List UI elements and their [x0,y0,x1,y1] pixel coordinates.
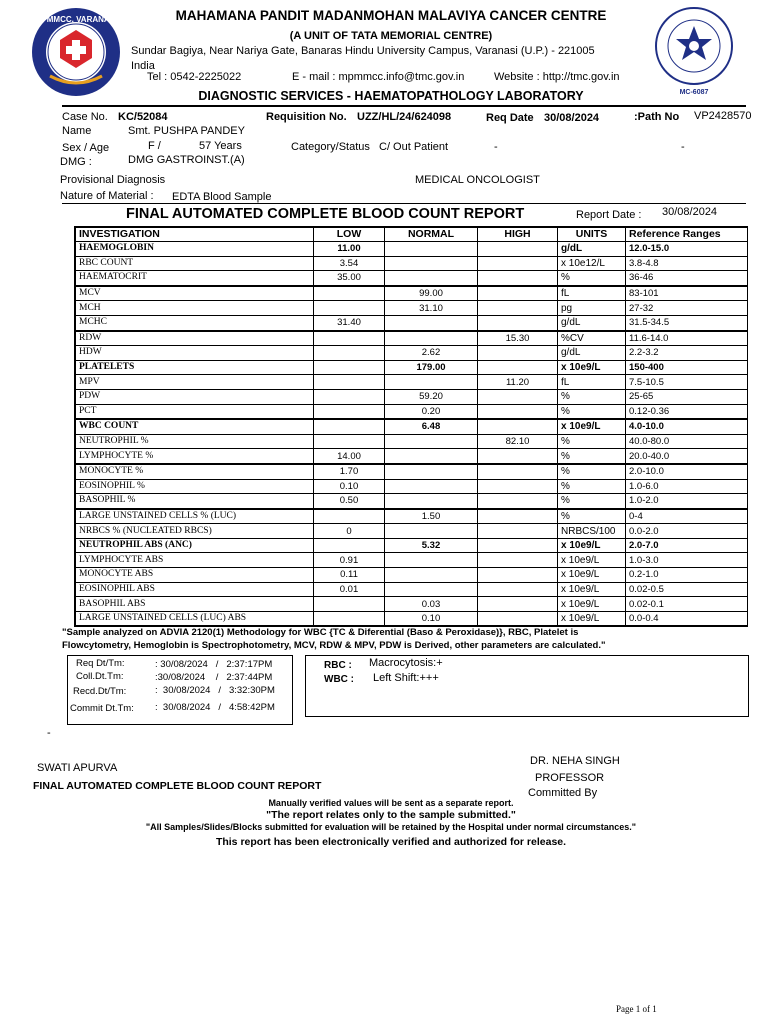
low-cell [314,611,385,626]
table-row [76,538,748,553]
doctor-designation: PROFESSOR [535,772,605,784]
normal-cell [385,553,478,568]
high-cell: 11.20 [478,375,558,390]
high-cell [478,256,558,271]
reference-cell: 3.8-4.8 [626,256,748,271]
unit-cell: %CV [558,331,626,346]
table-row [76,242,748,257]
reference-cell: 4.0-10.0 [626,419,748,434]
investigation-cell: LARGE UNSTAINED CELLS % (LUC) [76,509,314,524]
commit-dt-label: Commit Dt.Tm: [70,703,134,714]
req-date-label: Req Date [486,112,534,124]
high-cell [478,597,558,612]
report-title: FINAL AUTOMATED COMPLETE BLOOD COUNT REPORT [126,206,525,222]
low-cell [314,404,385,419]
table-row [76,360,748,375]
table-row [76,419,748,434]
table-row [76,597,748,612]
investigation-cell: MCV [76,286,314,301]
commit-dt-time: 4:58:42PM [228,702,275,713]
unit-cell: % [558,271,626,286]
low-cell [314,509,385,524]
investigation-cell: NEUTROPHIL % [76,434,314,449]
reference-cell: 2.2-3.2 [626,346,748,361]
coll-dt-value: :30/08/2024 / 2:37:44PM [155,672,273,683]
investigation-cell: PDW [76,389,314,404]
high-cell [478,582,558,597]
high-cell [478,286,558,301]
recd-dt-value: : 30/08/2024 / 3:32:30PM [155,685,275,696]
website: Website : http://tmc.gov.in [494,71,620,83]
low-cell [314,434,385,449]
table-row [76,271,748,286]
case-no-label: Case No. [62,111,108,123]
unit-cell: x 10e9/L [558,611,626,626]
unit-cell: x 10e9/L [558,553,626,568]
reference-cell: 0.0-0.4 [626,611,748,626]
reference-cell: 11.6-14.0 [626,331,748,346]
footer-report-name: FINAL AUTOMATED COMPLETE BLOOD COUNT REPORT [33,780,322,792]
table-row [76,479,748,494]
table-row [76,404,748,419]
normal-cell [385,271,478,286]
reference-cell: 2.0-10.0 [626,464,748,479]
high-cell [478,611,558,626]
investigation-cell: MONOCYTE ABS [76,568,314,583]
table-row [76,568,748,583]
reference-cell: 1.0-6.0 [626,479,748,494]
table-row [76,434,748,449]
investigation-cell: MONOCYTE % [76,464,314,479]
high-cell [478,494,558,509]
institute-unit: (A UNIT OF TATA MEMORIAL CENTRE) [289,30,493,42]
low-cell [314,419,385,434]
col-reference: Reference Ranges [626,228,748,242]
table-row [76,509,748,524]
institute-name: MAHAMANA PANDIT MADANMOHAN MALAVIYA CANCER CENTRE [175,8,607,23]
req-date: 30/08/2024 [544,112,600,124]
path-no-label: :Path No [634,111,680,123]
table-row [76,301,748,316]
dash-2: - [681,141,685,153]
normal-cell: 6.48 [385,419,478,434]
coll-dt-time: 2:37:44PM [226,672,273,683]
normal-cell [385,375,478,390]
table-row [76,449,748,464]
low-cell: 31.40 [314,315,385,330]
investigation-cell: HAEMATOCRIT [76,271,314,286]
table-row [76,331,748,346]
investigation-cell: EOSINOPHIL ABS [76,582,314,597]
wbc-morphology: Left Shift:+++ [373,672,439,684]
investigation-cell: LARGE UNSTAINED CELLS (LUC) ABS [76,611,314,626]
unit-cell: % [558,509,626,524]
reference-cell: 83-101 [626,286,748,301]
low-cell [314,331,385,346]
investigation-cell: BASOPHIL % [76,494,314,509]
commit-dt-date: 30/08/2024 [162,702,211,713]
normal-cell [385,242,478,257]
reference-cell: 0.0-2.0 [626,524,748,539]
high-cell [478,389,558,404]
unit-cell: x 10e9/L [558,360,626,375]
email: E - mail : mpmmcc.info@tmc.gov.in [292,71,465,83]
investigation-cell: PCT [76,404,314,419]
retained-note: "All Samples/Slides/Blocks submitted for evaluation will be retained by the Hospital under normal circumstances." [145,822,637,832]
investigation-cell: NEUTROPHIL ABS (ANC) [76,538,314,553]
reference-cell: 25-65 [626,389,748,404]
unit-cell: x 10e12/L [558,256,626,271]
reference-cell: 150-400 [626,360,748,375]
low-cell [314,389,385,404]
path-no: VP2428570 [694,110,752,122]
high-cell [478,242,558,257]
col-units: UNITS [558,228,626,242]
reference-cell: 12.0-15.0 [626,242,748,257]
accreditation-code: MC-6087 [679,89,709,96]
high-cell [478,315,558,330]
normal-cell: 0.20 [385,404,478,419]
normal-cell [385,524,478,539]
table-row [76,389,748,404]
table-row [76,346,748,361]
commit-dt-value: : 30/08/2024 / 4:58:42PM [155,702,275,713]
table-row [76,464,748,479]
high-cell [478,538,558,553]
high-cell [478,404,558,419]
requisition-label: Requisition No. [266,111,347,123]
col-normal: NORMAL [385,228,478,242]
table-row [76,524,748,539]
unit-cell: fL [558,286,626,301]
footer-dash: - [47,727,51,739]
normal-cell: 0.10 [385,611,478,626]
normal-cell: 0.03 [385,597,478,612]
normal-cell [385,315,478,330]
investigation-cell: MCH [76,301,314,316]
reference-cell: 0-4 [626,509,748,524]
investigation-cell: BASOPHIL ABS [76,597,314,612]
investigation-cell: NRBCS % (NUCLEATED RBCS) [76,524,314,539]
low-cell: 0 [314,524,385,539]
high-cell [478,524,558,539]
normal-cell: 1.50 [385,509,478,524]
rbc-morphology: Macrocytosis:+ [369,657,443,669]
low-cell: 11.00 [314,242,385,257]
low-cell: 0.50 [314,494,385,509]
technician-name: SWATI APURVA [37,762,118,774]
institute-address: Sundar Bagiya, Near Nariya Gate, Banaras Hindu University Campus, Varanasi (U.P.) - 221005 India [131,45,595,72]
report-date: 30/08/2024 [662,206,718,218]
high-cell [478,568,558,583]
patient-name: Smt. PUSHPA PANDEY [128,125,245,137]
normal-cell [385,434,478,449]
requisition-no: UZZ/HL/24/624098 [357,111,452,123]
unit-cell: % [558,449,626,464]
reference-cell: 40.0-80.0 [626,434,748,449]
reference-cell: 0.02-0.1 [626,597,748,612]
method-note [62,626,742,652]
unit-cell: % [558,389,626,404]
unit-cell: pg [558,301,626,316]
reference-cell: 36-46 [626,271,748,286]
high-cell [478,346,558,361]
provisional-diagnosis-label: Provisional Diagnosis [60,174,166,186]
investigation-cell: HAEMOGLOBIN [76,242,314,257]
name-label: Name [62,125,92,137]
unit-cell: g/dL [558,346,626,361]
high-cell [478,271,558,286]
col-low: LOW [314,228,385,242]
table-row [76,582,748,597]
table-row [76,494,748,509]
normal-cell [385,464,478,479]
low-cell: 3.54 [314,256,385,271]
reference-cell: 27-32 [626,301,748,316]
coll-dt-date: 30/08/2024 [157,672,206,683]
normal-cell [385,582,478,597]
page-number: Page 1 of 1 [616,1004,657,1014]
normal-cell [385,449,478,464]
relates-note: "The report relates only to the sample submitted." [266,809,516,821]
investigation-cell: EOSINOPHIL % [76,479,314,494]
reference-cell: 31.5-34.5 [626,315,748,330]
normal-cell: 5.32 [385,538,478,553]
normal-cell: 31.10 [385,301,478,316]
normal-cell: 2.62 [385,346,478,361]
low-cell: 0.01 [314,582,385,597]
patient-sex: F / [148,140,161,152]
req-dt-label: Req Dt/Tm: [76,658,125,669]
normal-cell: 179.00 [385,360,478,375]
material-value: EDTA Blood Sample [172,191,272,203]
normal-cell [385,494,478,509]
req-dt-time: 2:37:17PM [226,659,273,670]
high-cell [478,301,558,316]
low-cell [314,375,385,390]
high-cell [478,449,558,464]
unit-cell: % [558,479,626,494]
unit-cell: g/dL [558,315,626,330]
unit-cell: x 10e9/L [558,419,626,434]
high-cell [478,464,558,479]
logo-left-text: MPMMCC, VARANASI [34,15,118,24]
normal-cell [385,479,478,494]
table-row [76,553,748,568]
recd-dt-label: Recd.Dt/Tm: [73,686,127,697]
unit-cell: x 10e9/L [558,568,626,583]
high-cell: 15.30 [478,331,558,346]
category-label: Category/Status [291,141,370,153]
col-investigation: INVESTIGATION [76,228,314,242]
low-cell: 14.00 [314,449,385,464]
investigation-cell: LYMPHOCYTE ABS [76,553,314,568]
table-row [76,315,748,330]
normal-cell [385,568,478,583]
normal-cell: 59.20 [385,389,478,404]
high-cell [478,479,558,494]
unit-cell: g/dL [558,242,626,257]
reference-cell: 20.0-40.0 [626,449,748,464]
low-cell: 0.10 [314,479,385,494]
method-note-line-2: Flowcytometry, Hemoglobin is Spectrophotometry, MCV, RDW & MPV, PDW is Derived, other parameters are calculated." [62,640,606,651]
low-cell: 0.91 [314,553,385,568]
investigation-cell: HDW [76,346,314,361]
unit-cell: x 10e9/L [558,582,626,597]
reference-cell: 1.0-2.0 [626,494,748,509]
normal-cell: 99.00 [385,286,478,301]
referring-department: MEDICAL ONCOLOGIST [415,174,540,186]
normal-cell [385,256,478,271]
manual-note: Manually verified values will be sent as a separate report. [268,798,514,808]
low-cell [314,360,385,375]
recd-dt-date: 30/08/2024 [162,685,211,696]
verified-note: This report has been electronically verified and authorized for release. [215,836,567,848]
table-row [76,375,748,390]
low-cell: 35.00 [314,271,385,286]
investigation-cell: MCHC [76,315,314,330]
unit-cell: x 10e9/L [558,597,626,612]
investigation-cell: RDW [76,331,314,346]
rbc-label: RBC : [324,660,352,671]
investigation-cell: PLATELETS [76,360,314,375]
table-body [76,242,748,626]
report-date-label: Report Date : [576,209,642,221]
low-cell: 0.11 [314,568,385,583]
normal-cell [385,331,478,346]
material-label: Nature of Material : [60,190,154,202]
patient-age: 57 Years [199,140,242,152]
high-cell: 82.10 [478,434,558,449]
col-high: HIGH [478,228,558,242]
unit-cell: fL [558,375,626,390]
low-cell [314,538,385,553]
dmg-value: DMG GASTROINST.(A) [128,154,245,166]
committed-by: Committed By [528,787,598,799]
investigation-cell: LYMPHOCYTE % [76,449,314,464]
low-cell [314,301,385,316]
table-row [76,256,748,271]
high-cell [478,360,558,375]
sex-age-label: Sex / Age [62,142,110,154]
telephone: Tel : 0542-2225022 [147,71,242,83]
coll-dt-label: Coll.Dt.Tm: [76,671,124,682]
low-cell [314,286,385,301]
recd-dt-time: 3:32:30PM [228,685,275,696]
reference-cell: 1.0-3.0 [626,553,748,568]
reference-cell: 0.02-0.5 [626,582,748,597]
high-cell [478,509,558,524]
high-cell [478,419,558,434]
req-dt-date: 30/08/2024 [160,659,208,670]
unit-cell: % [558,434,626,449]
method-note-line-1: "Sample analyzed on ADVIA 2120(1) Methodology for WBC {TC & Diferential (Baso & Peroxidase)}, RBC, Platelet is [62,627,579,638]
table-row [76,611,748,626]
header-divider [62,105,746,107]
patient-category: C/ Out Patient [379,141,449,153]
high-cell [478,553,558,568]
unit-cell: x 10e9/L [558,538,626,553]
unit-cell: % [558,404,626,419]
dmg-label: DMG : [60,156,92,168]
wbc-label: WBC : [324,674,354,685]
req-dt-value: : 30/08/2024 / 2:37:17PM [155,659,273,670]
dash-1: - [494,141,498,153]
case-no: KC/52084 [118,111,168,123]
reference-cell: 2.0-7.0 [626,538,748,553]
low-cell [314,346,385,361]
doctor-name: DR. NEHA SINGH [530,755,620,767]
reference-cell: 0.2-1.0 [626,568,748,583]
unit-cell: % [558,494,626,509]
low-cell [314,597,385,612]
reference-cell: 0.12-0.36 [626,404,748,419]
table-row [76,286,748,301]
unit-cell: NRBCS/100 [558,524,626,539]
reference-cell: 7.5-10.5 [626,375,748,390]
unit-cell: % [558,464,626,479]
results-table [74,226,748,627]
investigation-cell: RBC COUNT [76,256,314,271]
investigation-cell: WBC COUNT [76,419,314,434]
info-divider [62,203,746,204]
table-header-row [76,228,748,242]
low-cell: 1.70 [314,464,385,479]
department-title: DIAGNOSTIC SERVICES - HAEMATOPATHOLOGY LABORATORY [198,89,584,103]
investigation-cell: MPV [76,375,314,390]
